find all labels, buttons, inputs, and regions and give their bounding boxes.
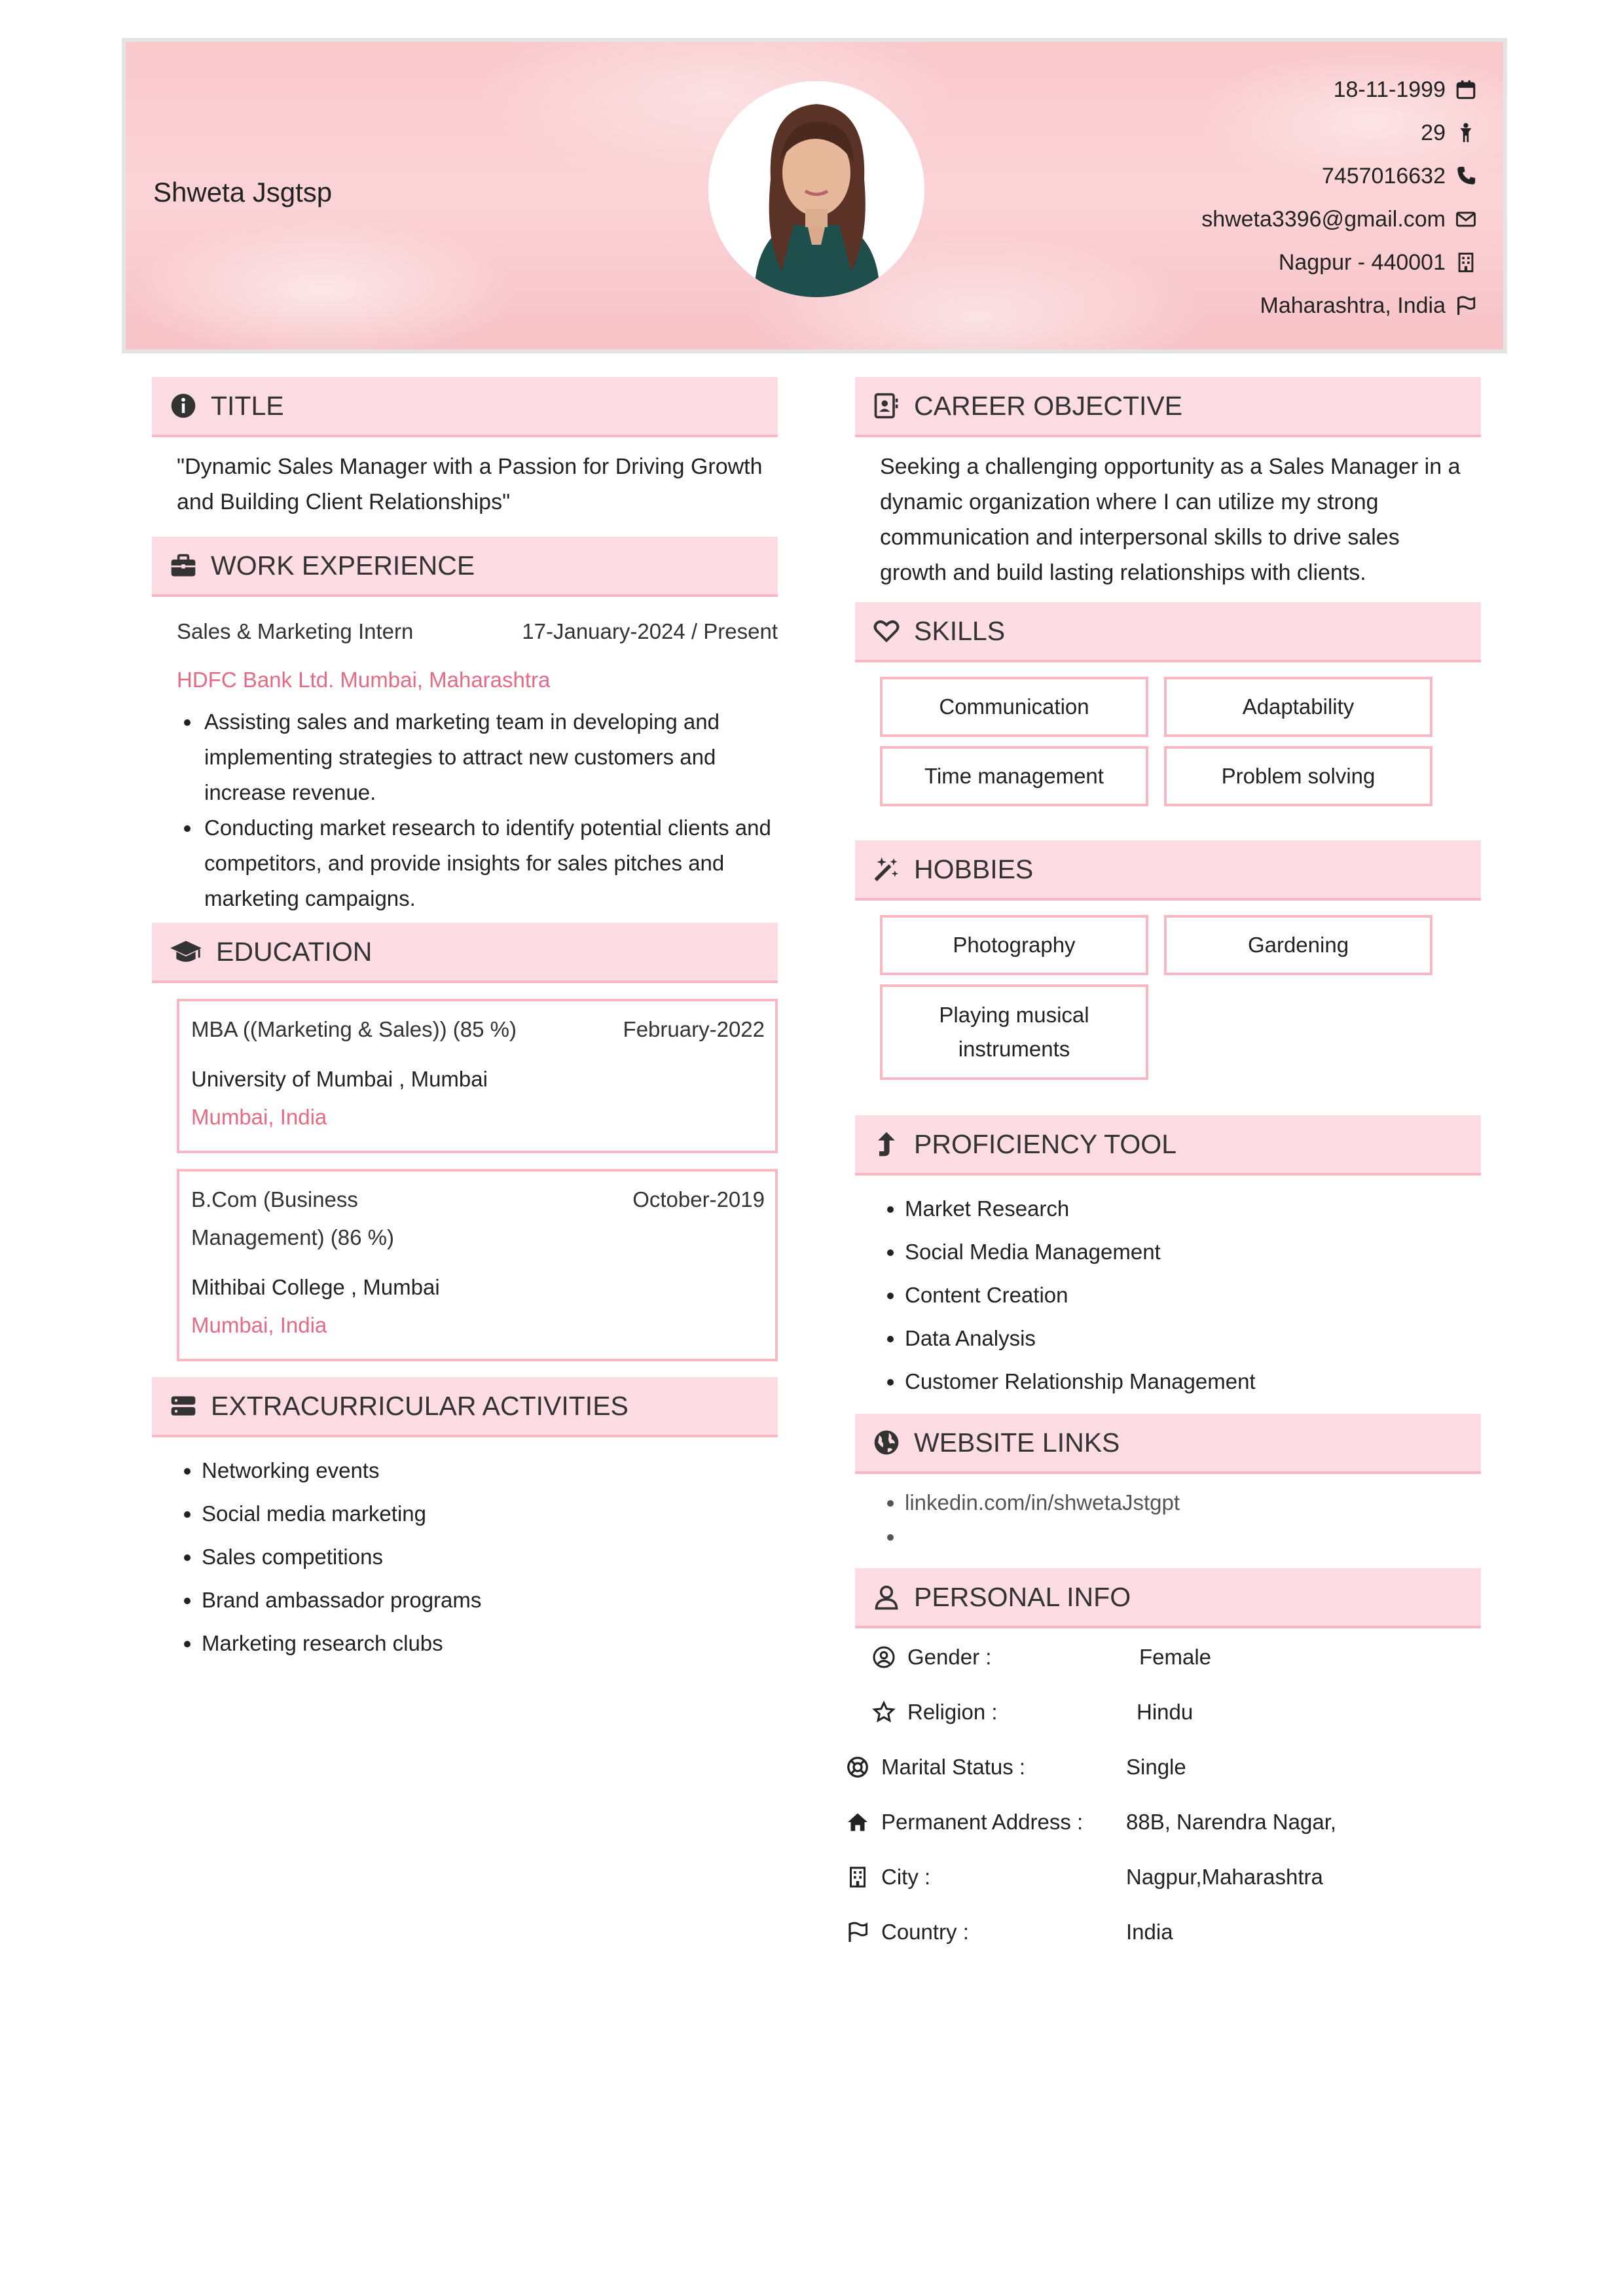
extracurricular-list [152,1449,778,1665]
linkedin-link[interactable]: • linkedin.com/in/shwetaJstgpt [905,1486,1481,1520]
list-item: • Customer Relationship Management [905,1360,1481,1403]
skills-tags [855,662,1481,806]
server-icon [169,1391,198,1420]
objective-heading: CAREER OBJECTIVE [855,377,1481,437]
right-column [855,377,1481,1960]
personal-religion [855,1685,1481,1740]
skills-heading: SKILLS [855,602,1481,662]
personal-value: Hindu [1137,1700,1194,1724]
contact-list [1019,68,1477,327]
list-item: • Content Creation [905,1274,1481,1317]
links-list [855,1486,1481,1554]
building-icon [1455,251,1477,274]
objective-text: Seeking a challenging opportunity as a Sales Manager in a dynamic organization where I can utilize my strong communication and interpersonal skills to drive sales growth and build lasting relationships with clients. [880,454,1461,585]
personal-info-list [855,1630,1481,1960]
profile-photo [708,81,924,297]
list-item: • Social media marketing [202,1492,778,1535]
contact-city: Nagpur - 440001 [1019,241,1477,284]
personal-value: Single [1126,1755,1186,1779]
star-icon [872,1700,896,1724]
personal-value: Female [1139,1645,1212,1669]
education-entry-1 [177,999,778,1153]
personal-value: 88B, Narendra Nagar, [1126,1810,1337,1834]
empty-link [905,1520,1481,1554]
hobbies-heading: HOBBIES [855,840,1481,901]
contact-state: Maharashtra, India [1019,284,1477,327]
title-text: "Dynamic Sales Manager with a Passion for Driving Growth and Building Client Relationships" [177,454,763,514]
personal-label: Marital Status : [881,1755,1026,1779]
home-icon [846,1810,869,1834]
graduation-cap-icon [169,937,203,966]
hobbies-tags [855,901,1481,1080]
contact-dob: 18-11-1999 [1019,68,1477,111]
magic-wand-icon [872,855,901,884]
personal-label: Permanent Address : [881,1810,1084,1834]
left-column [152,377,778,1665]
institute: Mithibai College , Mumbai [191,1275,440,1299]
education-heading: EDUCATION [152,923,778,983]
contact-card-icon [872,391,901,420]
personal-value: India [1126,1920,1173,1944]
links-heading: WEBSITE LINKS [855,1414,1481,1474]
tools-heading: PROFICIENCY TOOL [855,1115,1481,1175]
work-role: Sales & Marketing Intern [177,619,414,643]
contact-age: 29 [1019,111,1477,154]
list-item: • Market Research [905,1187,1481,1230]
candidate-name: Shweta Jsgtsp [153,177,333,207]
phone-icon [1455,165,1477,187]
list-item: • Networking events [202,1449,778,1492]
personal-value: Nagpur,Maharashtra [1126,1865,1323,1889]
edu-location: Mumbai, India [191,1105,327,1129]
personal-address [846,1795,1481,1850]
resume-header [122,38,1507,353]
degree: MBA ((Marketing & Sales)) (85 %) [191,1017,517,1041]
arrow-turn-up-icon [872,1130,901,1158]
calendar-icon [1455,79,1477,101]
hobby-tag: Photography [880,915,1148,975]
building-icon [846,1865,869,1889]
contact-email: shweta3396@gmail.com [1019,198,1477,241]
personal-label: Country : [881,1920,969,1944]
list-item: • Conducting market research to identify potential clients and competitors, and provide insights for sales pitches and marketing campaigns. [202,810,778,916]
personal-gender [855,1630,1481,1685]
tools-list [855,1187,1481,1403]
skill-tag: Communication [880,677,1148,737]
info-icon [169,391,198,420]
personal-city [846,1850,1481,1905]
title-heading: TITLE [152,377,778,437]
flag-icon [1455,295,1477,317]
edu-date: October-2019 [632,1187,765,1211]
skill-tag: Adaptability [1164,677,1432,737]
globe-icon [872,1428,901,1457]
work-dates: 17-January-2024 / Present [522,619,778,643]
work-company: HDFC Bank Ltd. Mumbai, Maharashtra [177,668,551,692]
education-entry-2 [177,1169,778,1361]
edu-location: Mumbai, India [191,1313,327,1337]
personal-label: City : [881,1865,931,1889]
edu-date: February-2022 [623,1017,765,1041]
list-item: • Social Media Management [905,1230,1481,1274]
hobby-tag: Gardening [1164,915,1432,975]
heart-icon [872,617,901,645]
contact-phone: 7457016632 [1019,154,1477,198]
personal-label: Religion : [907,1700,998,1724]
person-icon [1455,122,1477,144]
skill-tag: Time management [880,746,1148,806]
list-item: • Sales competitions [202,1535,778,1579]
user-circle-icon [872,1645,896,1669]
list-item: • Assisting sales and marketing team in developing and implementing strategies to attract new customers and increase revenue. [202,704,778,810]
flag-icon [846,1920,869,1944]
list-item: • Data Analysis [905,1317,1481,1360]
briefcase-icon [169,551,198,580]
skill-tag: Problem solving [1164,746,1432,806]
personal-heading: PERSONAL INFO [855,1568,1481,1628]
extracurricular-heading: EXTRACURRICULAR ACTIVITIES [152,1377,778,1437]
personal-marital [846,1740,1481,1795]
list-item: • Marketing research clubs [202,1622,778,1665]
lifering-icon [846,1755,869,1779]
degree: B.Com (Business Management) (86 %) [191,1187,394,1249]
work-bullets [152,704,778,916]
list-item: • Brand ambassador programs [202,1579,778,1622]
personal-country [846,1905,1481,1960]
work-entry-header [152,597,778,644]
institute: University of Mumbai , Mumbai [191,1067,488,1091]
hobby-tag: Playing musical instruments [880,984,1148,1080]
user-icon [872,1583,901,1611]
personal-label: Gender : [907,1645,992,1669]
work-heading: WORK EXPERIENCE [152,537,778,597]
envelope-icon [1455,208,1477,230]
